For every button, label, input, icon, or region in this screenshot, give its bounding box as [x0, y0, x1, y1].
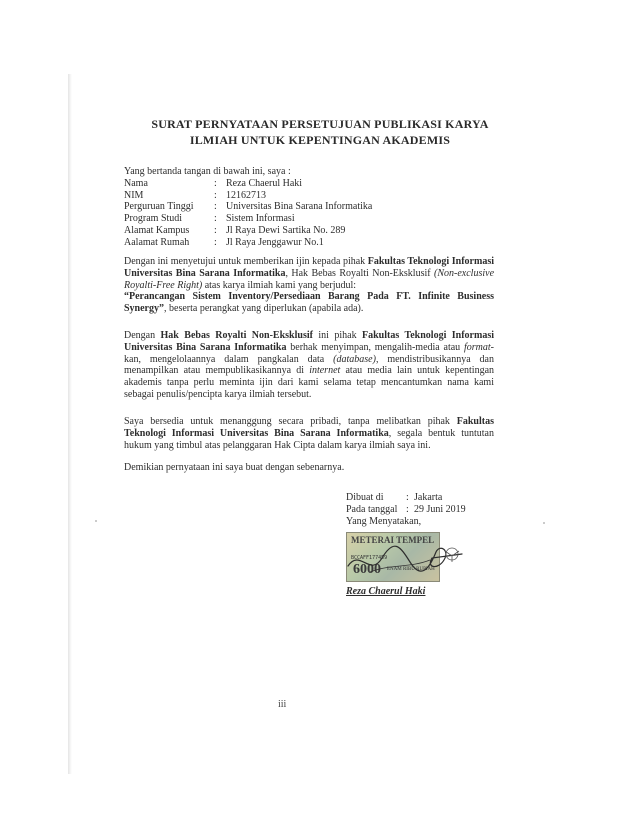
- stated-text: Yang Menyatakan,: [346, 515, 422, 527]
- title-line-2: ILMIAH UNTUK KEPENTINGAN AKADEMIS: [189, 133, 451, 147]
- italic-run: (database): [333, 353, 376, 365]
- identity-value: Jl Raya Jenggawur No.1: [226, 236, 324, 248]
- identity-value: 12162713: [226, 189, 266, 201]
- identity-label: Alamat Kampus: [124, 224, 190, 236]
- place-label: Dibuat di: [346, 492, 384, 503]
- colon: :: [406, 503, 409, 515]
- identity-label: Aalamat Rumah: [124, 236, 190, 248]
- text-run: , segala bentuk tuntutan hukum yang timbul atas pelanggaran Hak Cipta dalam karya ilmiah saya ini.: [124, 427, 494, 451]
- identity-value: Universitas Bina Sarana Informatika: [226, 201, 373, 213]
- stamp-code: BCCAFF177459: [351, 555, 388, 561]
- text-run: ini pihak: [312, 330, 362, 341]
- text-run: , Hak Bebas Royalti Non-Eksklusif: [285, 267, 435, 279]
- scan-speck: [543, 522, 545, 524]
- stated-row: [346, 516, 516, 528]
- colon: :: [214, 236, 217, 248]
- italic-run: (Non-exclusive Royalti-Free Right): [124, 267, 495, 291]
- identity-value: Reza Chaerul Haki: [226, 177, 303, 189]
- identity-section: [124, 166, 494, 249]
- text-run: , mendistribusikannya dan menampilkan atau mempublikasikannya di: [124, 353, 494, 377]
- text-run: berhak menyimpan, mengalih-media atau: [286, 341, 464, 353]
- identity-row-campus-address: [124, 225, 494, 237]
- colon: :: [214, 213, 217, 225]
- place-row: [346, 492, 516, 504]
- scan-speck: [95, 520, 97, 522]
- identity-row-home-address: [124, 237, 494, 249]
- date-row: [346, 504, 516, 516]
- date-value: 29 Juni 2019: [414, 503, 466, 515]
- bold-run: Fakultas Teknologi Informasi Universitas Bina Sarana Informatika: [124, 330, 494, 353]
- document-title: [124, 116, 516, 148]
- stamp-title: METERAI TEMPEL: [351, 535, 435, 545]
- identity-row-university: [124, 201, 494, 213]
- page-number: iii: [278, 699, 287, 710]
- identity-row-name: [124, 178, 494, 190]
- place-value: Jakarta: [414, 492, 443, 503]
- paragraph-liability: [124, 416, 494, 451]
- colon: :: [214, 201, 217, 213]
- colon: :: [406, 492, 409, 503]
- date-label: Pada tanggal: [346, 503, 398, 515]
- text-run: Dengan: [124, 330, 161, 341]
- bold-run: Fakultas Teknologi Informasi Universitas Bina Sarana Informatika: [124, 256, 494, 279]
- text-run: -kan, mengelolaannya dalam pangkalan data: [124, 341, 494, 365]
- italic-run: internet: [309, 365, 341, 377]
- thesis-title: “Perancangan Sistem Inventory/Persediaan Barang Pada FT. Infinite Business Synergy”: [124, 291, 494, 315]
- scan-page-edge: [68, 74, 72, 774]
- identity-row-program: [124, 213, 494, 225]
- stamp-value: 6000: [353, 562, 381, 577]
- signature-block: [346, 492, 516, 527]
- paragraph-consent: [124, 256, 494, 315]
- stamp-currency: ENAM RIBU RUPIAH: [387, 567, 435, 572]
- identity-row-nim: [124, 190, 494, 202]
- paragraph-rights: [124, 330, 494, 401]
- text-run: atas karya ilmiah kami yang berjudul:: [202, 279, 357, 291]
- handwritten-signature: [340, 528, 470, 588]
- text-run: Saya bersedia untuk menanggung secara pribadi, tanpa melibatkan pihak: [124, 416, 457, 427]
- title-line-1: SURAT PERNYATAAN PERSETUJUAN PUBLIKASI KARYA: [151, 117, 489, 131]
- identity-label: NIM: [124, 189, 144, 201]
- bold-run: Hak Bebas Royalti Non-Eksklusif: [160, 330, 313, 341]
- signer-name: Reza Chaerul Haki: [346, 586, 426, 597]
- intro-text: Yang bertanda tangan di bawah ini, saya :: [124, 166, 291, 177]
- colon: :: [214, 177, 217, 189]
- text-run: Dengan ini menyetujui untuk memberikan ijin kepada pihak: [124, 256, 368, 267]
- intro-line: [124, 166, 494, 178]
- text-run: atau media lain untuk kepentingan akademis tanpa perlu meminta ijin dari kami selama tetap mencantumkan nama kami sebagai penulis/pencipta karya ilmiah tersebut.: [124, 365, 495, 400]
- identity-value: Sistem Informasi: [226, 213, 295, 225]
- colon: :: [214, 189, 217, 201]
- text-run: , beserta perangkat yang diperlukan (apabila ada).: [164, 303, 364, 315]
- identity-label: Nama: [124, 177, 148, 189]
- paragraph-closing: Demikian pernyataan ini saya buat dengan sebenarnya.: [124, 462, 345, 473]
- colon: :: [214, 224, 217, 236]
- bold-run: Fakultas Teknologi Informasi Universitas Bina Sarana Informatika: [124, 416, 494, 439]
- italic-run: format: [463, 341, 491, 353]
- identity-label: Perguruan Tinggi: [124, 201, 194, 213]
- identity-value: Jl Raya Dewi Sartika No. 289: [226, 224, 346, 236]
- identity-label: Program Studi: [124, 213, 183, 225]
